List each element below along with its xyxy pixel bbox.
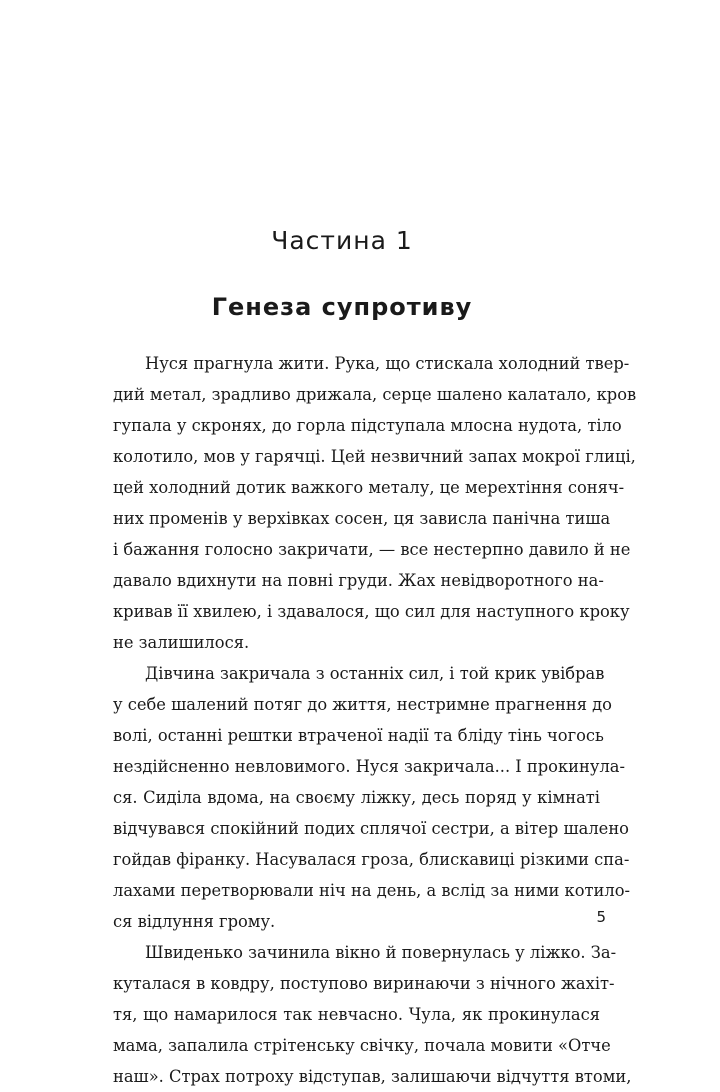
- paragraph: [113, 348, 637, 658]
- text-line: давало вдихнути на повні груди. Жах невідворотного на-: [113, 571, 604, 590]
- text-line: відчувався спокійний подих сплячої сестри, а вітер шалено: [113, 819, 629, 838]
- text-line: куталася в ковдру, поступово виринаючи з нічного жахіт-: [113, 974, 615, 993]
- text-line: не залишилося.: [113, 633, 250, 652]
- text-line: нездійсненно невловимого. Нуся закричала... І прокинула-: [113, 757, 625, 776]
- text-line: у себе шалений потяг до життя, нестримне прагнення до: [113, 695, 612, 714]
- part-title: Частина 1: [271, 226, 413, 255]
- chapter-body: [113, 348, 637, 1092]
- text-line: мама, запалила стрітенську свічку, почала мовити «Отче: [113, 1036, 611, 1055]
- text-line: лахами перетворювали ніч на день, а вслід за ними котило-: [113, 881, 631, 900]
- text-line: ся. Сиділа вдома, на своєму ліжку, десь поряд у кімнаті: [113, 788, 600, 807]
- text-line: колотило, мов у гарячці. Цей незвичний запах мокрої глиці,: [113, 447, 636, 466]
- text-line: Дівчина закричала з останніх сил, і той крик увібрав: [145, 664, 605, 683]
- text-line: кривав її хвилею, і здавалося, що сил для наступного кроку: [113, 602, 630, 621]
- text-line: і бажання голосно закричати, — все нестерпно давило й не: [113, 540, 631, 559]
- paragraph: [113, 658, 631, 937]
- text-line: дий метал, зрадливо дрижала, серце шалено калатало, кров: [113, 385, 637, 404]
- text-line: волі, останні рештки втраченої надії та бліду тінь чогось: [113, 726, 604, 745]
- text-line: них променів у верхівках сосен, ця зависла панічна тиша: [113, 509, 611, 528]
- paragraph: [113, 937, 632, 1092]
- text-line: цей холодний дотик важкого металу, це мерехтіння соняч-: [113, 478, 625, 497]
- text-line: гойдав фіранку. Насувалася гроза, блискавиці різкими спа-: [113, 850, 630, 869]
- chapter-title: Генеза супротиву: [211, 293, 473, 321]
- text-line: гупала у скронях, до горла підступала млосна нудота, тіло: [113, 416, 622, 435]
- text-line: ся відлуння грому.: [113, 912, 276, 931]
- text-line: Нуся прагнула жити. Рука, що стискала холодний твер-: [145, 354, 630, 373]
- text-line: тя, що намарилося так невчасно. Чула, як прокинулася: [113, 1005, 600, 1024]
- page-number: 5: [596, 908, 606, 926]
- text-line: наш». Страх потроху відступав, залишаючи відчуття втоми,: [113, 1067, 632, 1086]
- text-line: Швиденько зачинила вікно й повернулась у ліжко. За-: [145, 943, 617, 962]
